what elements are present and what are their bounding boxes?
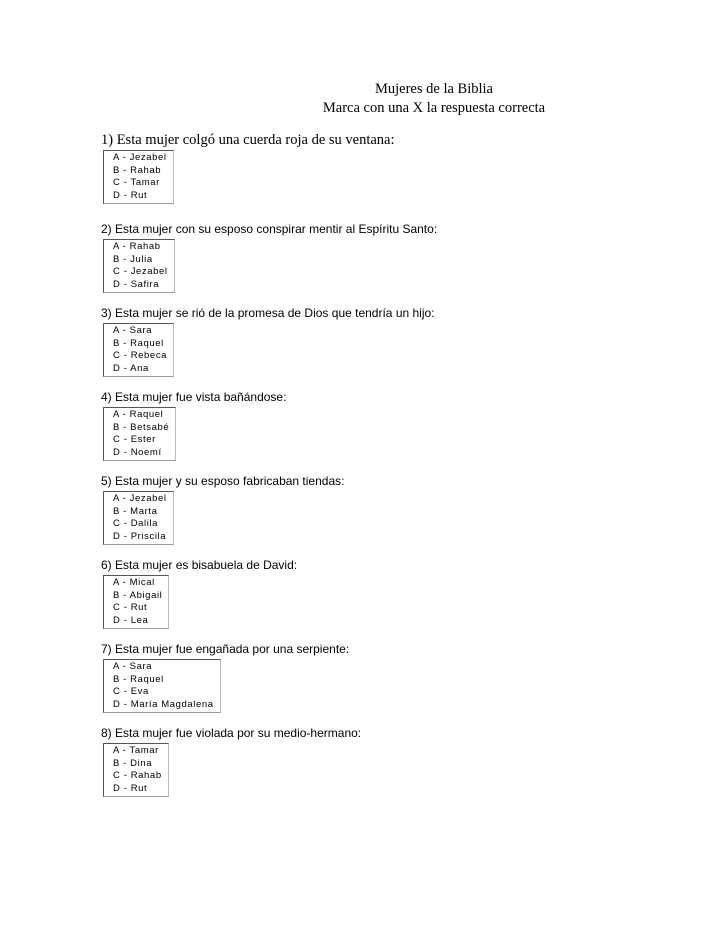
title-line-2: Marca con una X la respuesta correcta	[322, 100, 546, 116]
option-a[interactable]: A - Tamar	[113, 745, 159, 756]
worksheet-title	[0, 80, 728, 118]
question-text: 1) Esta mujer colgó una cuerda roja de su ventana:	[101, 132, 395, 148]
option-a[interactable]: A - Sara	[113, 661, 153, 672]
option-d[interactable]: D - Rut	[113, 189, 148, 201]
options-box	[103, 407, 176, 461]
question-text: 6) Esta mujer es bisabuela de David:	[101, 558, 298, 572]
options-box	[103, 239, 175, 293]
options-box	[103, 323, 174, 377]
option-d[interactable]: D - Priscila	[113, 530, 167, 542]
option-c[interactable]: C - Rut	[113, 602, 148, 614]
option-d[interactable]: D - María Magdalena	[113, 698, 214, 710]
option-a[interactable]: A - Raquel	[113, 409, 164, 420]
options-box	[103, 150, 174, 204]
option-b[interactable]: B - Raquel	[113, 337, 164, 349]
question-6	[101, 557, 297, 629]
option-a[interactable]: A - Rahab	[113, 241, 161, 252]
question-text: 2) Esta mujer con su esposo conspirar mentir al Espíritu Santo:	[101, 222, 438, 236]
option-b[interactable]: B - Betsabé	[113, 421, 170, 433]
option-c[interactable]: C - Rahab	[113, 770, 162, 782]
question-5	[101, 473, 344, 545]
option-c[interactable]: C - Eva	[113, 686, 149, 698]
question-2	[101, 221, 437, 293]
question-7	[101, 641, 349, 713]
options-box	[103, 659, 221, 713]
option-c[interactable]: C - Dalila	[113, 518, 159, 530]
option-b[interactable]: B - Julia	[113, 253, 153, 265]
option-a[interactable]: A - Jezabel	[113, 493, 167, 504]
option-d[interactable]: D - Lea	[113, 614, 149, 626]
option-b[interactable]: B - Rahab	[113, 164, 162, 176]
option-d[interactable]: D - Ana	[113, 362, 149, 374]
question-text: 7) Esta mujer fue engañada por una serpiente:	[101, 642, 350, 656]
option-c[interactable]: C - Ester	[113, 434, 156, 446]
option-a[interactable]: A - Jezabel	[113, 152, 167, 163]
option-d[interactable]: D - Rut	[113, 782, 148, 794]
question-text: 4) Esta mujer fue vista bañándose:	[101, 390, 287, 404]
option-d[interactable]: D - Safira	[113, 278, 160, 290]
question-text: 5) Esta mujer y su esposo fabricaban tiendas:	[101, 474, 345, 488]
options-box	[103, 743, 169, 797]
options-box	[103, 575, 169, 629]
option-c[interactable]: C - Jezabel	[113, 266, 168, 278]
option-d[interactable]: D - Noemí	[113, 446, 162, 458]
option-a[interactable]: A - Sara	[113, 325, 153, 336]
option-b[interactable]: B - Marta	[113, 505, 158, 517]
option-c[interactable]: C - Tamar	[113, 177, 160, 189]
question-4	[101, 389, 286, 461]
question-3	[101, 305, 435, 377]
options-box	[103, 491, 174, 545]
question-1	[101, 131, 395, 204]
question-text: 3) Esta mujer se rió de la promesa de Dios que tendría un hijo:	[101, 306, 435, 320]
question-text: 8) Esta mujer fue violada por su medio-hermano:	[101, 726, 362, 740]
option-b[interactable]: B - Raquel	[113, 673, 164, 685]
option-c[interactable]: C - Rebeca	[113, 350, 168, 362]
question-8	[101, 725, 361, 797]
option-b[interactable]: B - Abigail	[113, 589, 163, 601]
title-line-1: Mujeres de la Biblia	[375, 81, 493, 97]
option-b[interactable]: B - Dina	[113, 757, 153, 769]
option-a[interactable]: A - Mical	[113, 577, 155, 588]
